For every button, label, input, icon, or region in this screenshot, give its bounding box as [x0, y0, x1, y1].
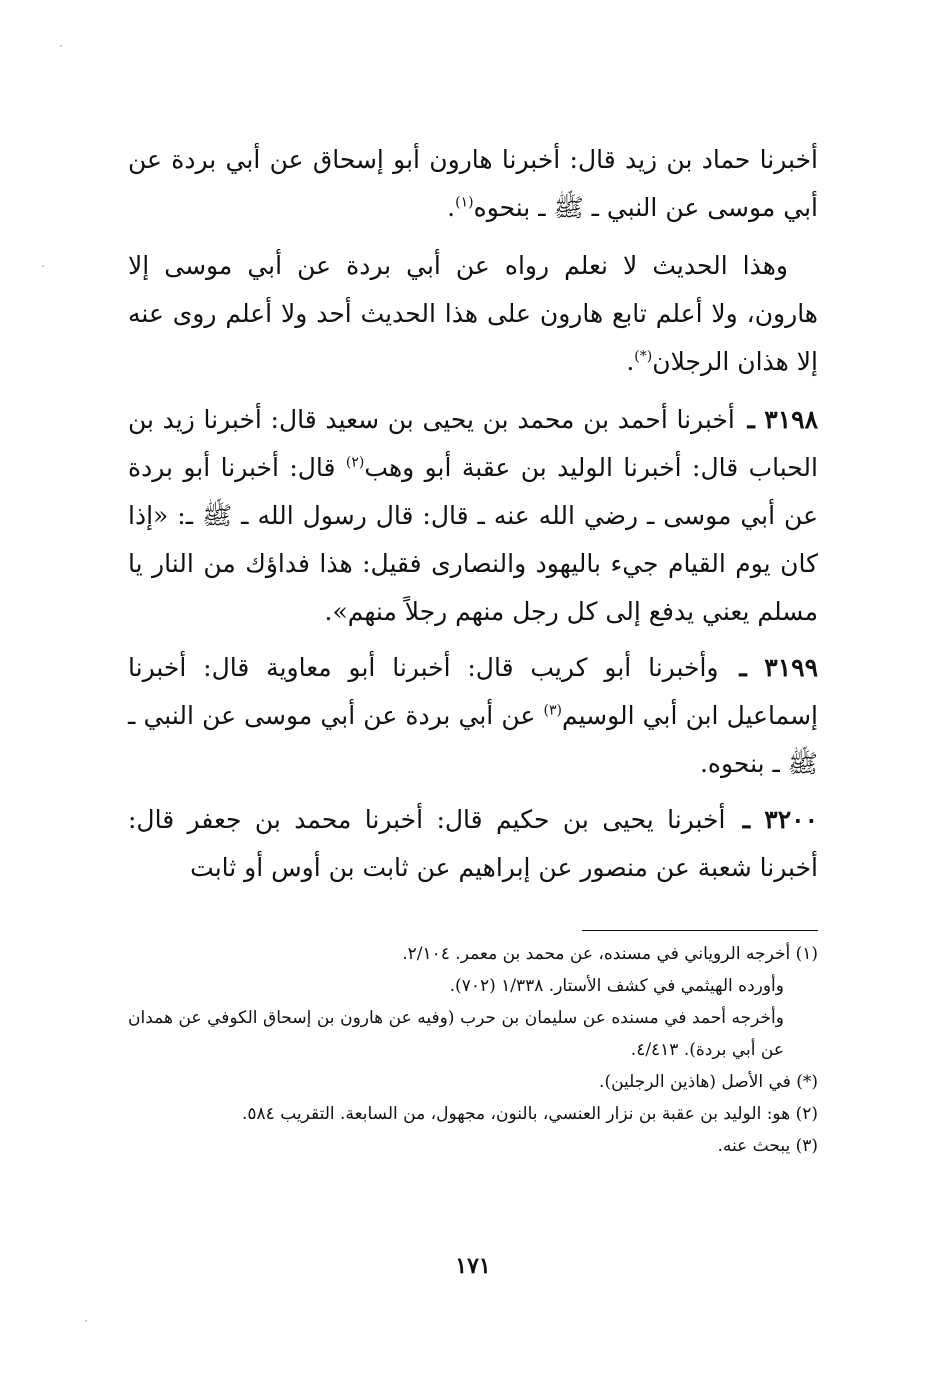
hadith-text: وأخبرنا أبو كريب قال: أخبرنا أبو معاوية قال: أخبرنا إسماعيل ابن أبي الوسيم	[128, 653, 818, 730]
hadith-text-cont: عن أبي بردة عن أبي موسى عن النبي ـ ﷺ ـ بنحوه.	[128, 701, 818, 778]
footnote-2: (٢) هو: الوليد بن عقبة بن نزار العنسي، بالنون، مجهول، من السابعة. التقريب ٥٨٤.	[242, 1104, 818, 1124]
hadith-text-cont: قال: أخبرنا أبو بردة عن أبي موسى ـ رضي الله عنه ـ قال: قال رسول الله ـ ﷺ ـ: «إذا كان يوم القيام جيء باليهود والنصارى فقيل: هذا فداؤك من النار يا مسلم يعني يدفع إلى كل رجل منهم رجلاً منهم».	[128, 453, 818, 626]
hadith-3198	[128, 396, 818, 636]
hadith-number: ٣٢٠٠ ـ	[742, 805, 818, 834]
paragraph-1-text: أخبرنا حماد بن زيد قال: أخبرنا هارون أبو إسحاق عن أبي بردة عن أبي موسى عن النبي ـ ﷺ ـ بنحوه	[128, 145, 818, 222]
footnote-1: (١) أخرجه الروياني في مسنده، عن محمد بن معمر. ٢/١٠٤.	[402, 944, 818, 964]
hadith-3199	[128, 644, 818, 788]
hadith-3200	[128, 796, 818, 892]
footnote-divider	[582, 930, 818, 931]
paragraph-2: وهذا الحديث لا نعلم رواه عن أبي بردة عن أبي موسى إلا هارون، ولا أعلم تابع هارون على هذا الحديث أحد ولا أعلم روى عنه إلا هذان الرجلان(*).	[128, 251, 818, 376]
footnote-3: (٣) يبحث عنه.	[717, 1136, 818, 1156]
hadith-number: ٣١٩٩ ـ	[739, 653, 818, 682]
footnote-1-cont-b: وأخرجه أحمد في مسنده عن سليمان بن حرب (وفيه عن هارون بن إسحاق الكوفي عن همدان عن أبي بردة). ٤/٤١٣.	[128, 1008, 784, 1060]
hadith-number: ٣١٩٨ ـ	[747, 405, 818, 434]
paragraph-2-text: وهذا الحديث لا نعلم رواه عن أبي بردة عن أبي موسى إلا هارون، ولا أعلم تابع هارون على هذا الحديث أحد ولا أعلم روى عنه إلا هذان الرجلان	[128, 251, 818, 376]
footnote-marker-1: (١)	[455, 194, 474, 211]
scan-speck	[85, 1320, 87, 1322]
main-text	[128, 136, 818, 900]
scan-speck	[60, 45, 62, 47]
footnote-star: (*) في الأصل (هاذين الرجلين).	[599, 1072, 818, 1092]
page-number: ١٧١	[455, 1253, 491, 1279]
footnote-1-cont-a: وأورده الهيثمي في كشف الأستار. ١/٣٣٨ (٧٠٢).	[449, 976, 784, 996]
footnote-marker-2: (٢)	[345, 454, 365, 471]
footnote-marker-star: (*)	[634, 348, 653, 365]
footnote-marker-3: (٣)	[543, 702, 562, 719]
scan-speck	[42, 265, 44, 267]
footnotes	[128, 938, 818, 1162]
hadith-text: أخبرنا أحمد بن محمد بن يحيى بن سعيد قال: أخبرنا زيد بن الحباب قال: أخبرنا الوليد بن عقبة أبو وهب	[128, 405, 818, 482]
hadith-text: أخبرنا يحيى بن حكيم قال: أخبرنا محمد بن جعفر قال: أخبرنا شعبة عن منصور عن إبراهيم عن ثابت بن أوس أو ثابت	[128, 805, 818, 882]
paragraph-1: أخبرنا حماد بن زيد قال: أخبرنا هارون أبو إسحاق عن أبي بردة عن أبي موسى عن النبي ـ ﷺ ـ بنحوه$^{(١)}$.	[128, 145, 818, 222]
